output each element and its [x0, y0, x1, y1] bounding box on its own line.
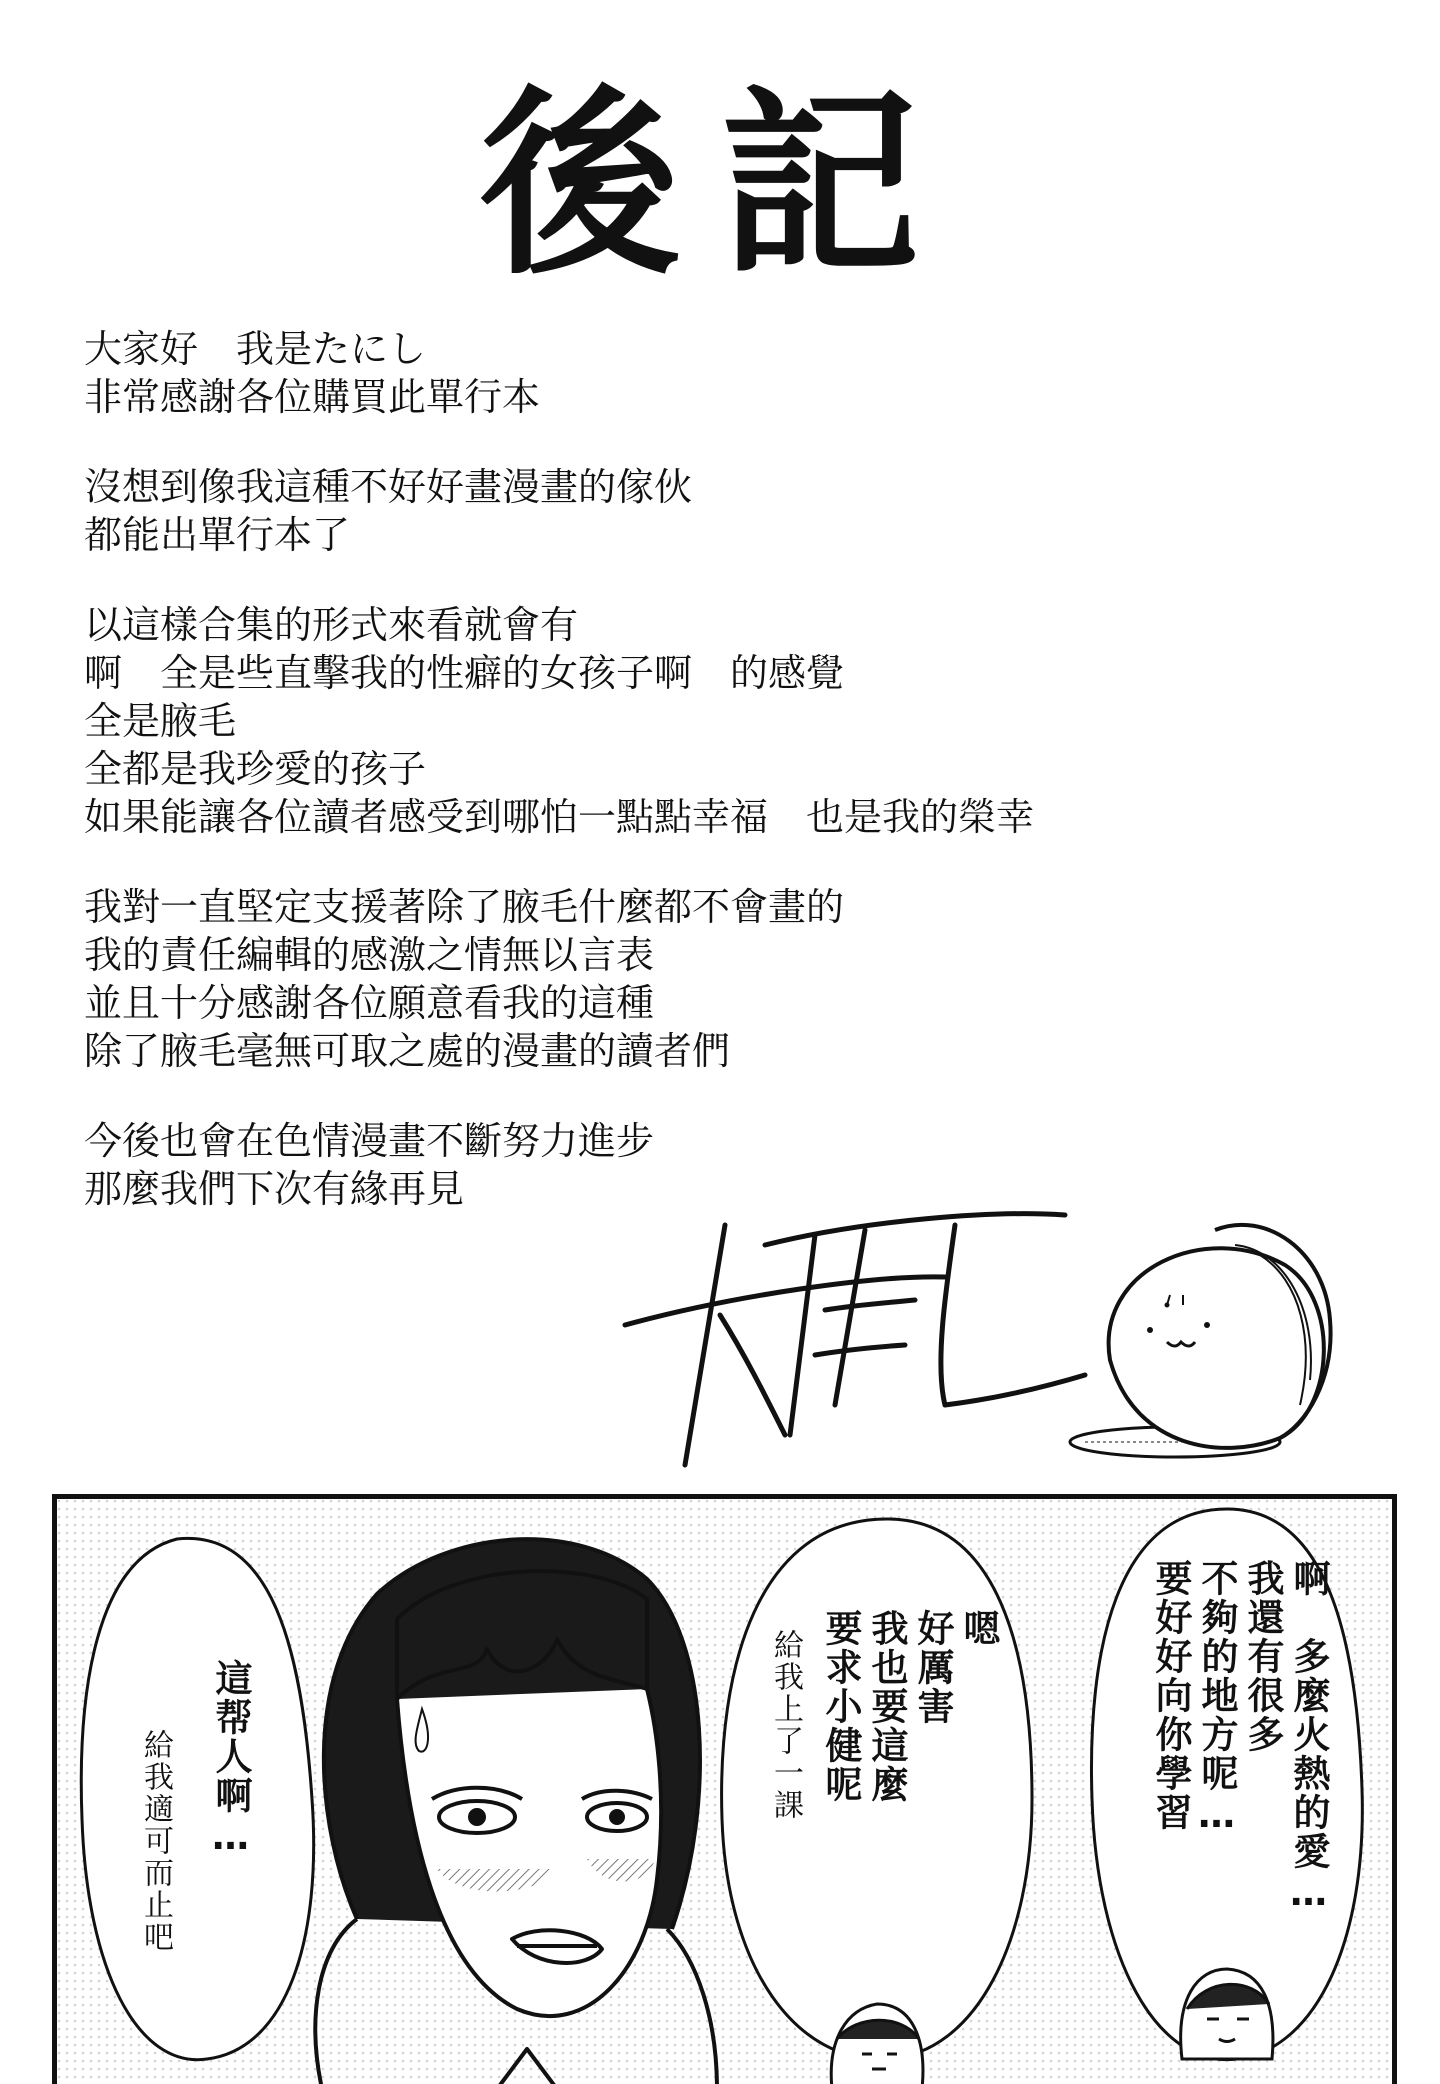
afterword-paragraph [84, 463, 1264, 559]
text-line: 我的責任編輯的感激之情無以言表 [84, 933, 655, 977]
text-line: 那麼我們下次有緣再見 [84, 1167, 465, 1211]
speech-bubble-right: 啊 多麼火熱的愛… 我還有很多 不夠的地方呢… 要好好向你學習 [1149, 1559, 1330, 1916]
afterword-paragraph [84, 325, 1264, 421]
text-line: 沒想到像我這種不好好畫漫畫的傢伙 [84, 465, 693, 509]
text-line: 全是腋毛 [84, 699, 237, 743]
afterword-paragraph [84, 883, 1264, 1075]
text-line: 以這樣合集的形式來看就會有 [84, 603, 579, 647]
comic-panel [52, 1494, 1397, 2084]
speech-bubble-left-aside: 給我適可而止吧 [138, 1729, 173, 1953]
text-line: 今後也會在色情漫畫不斷努力進步 [84, 1119, 655, 1163]
afterword-body [84, 325, 1264, 1255]
text-line: 並且十分感謝各位願意看我的這種 [84, 981, 655, 1025]
text-line: 啊 全是些直擊我的性癖的女孩子啊 的感覺 [84, 651, 845, 695]
afterword-paragraph [84, 601, 1264, 841]
text-line: 非常感謝各位購買此單行本 [84, 375, 541, 419]
speech-bubble-middle: 嗯 好厲害 我也要這麼 要求小健呢 [819, 1609, 1000, 1804]
afterword-paragraph [84, 1117, 1264, 1213]
speech-bubble-left: 這帮人啊… [209, 1659, 252, 1860]
text-line: 大家好 我是たにし [84, 327, 427, 371]
text-line: 全都是我珍愛的孩子 [84, 747, 427, 791]
text-line: 我對一直堅定支援著除了腋毛什麼都不會畫的 [84, 885, 845, 929]
mascot-illustration [1055, 1210, 1355, 1460]
text-line: 都能出單行本了 [84, 513, 351, 557]
speech-bubble-middle-aside: 給我上了一課 [768, 1629, 803, 1821]
text-line: 除了腋毛毫無可取之處的漫畫的讀者們 [84, 1029, 731, 1073]
text-line: 如果能讓各位讀者感受到哪怕一點點幸福 也是我的榮幸 [84, 795, 1035, 839]
page-title: 後記 [479, 67, 960, 302]
